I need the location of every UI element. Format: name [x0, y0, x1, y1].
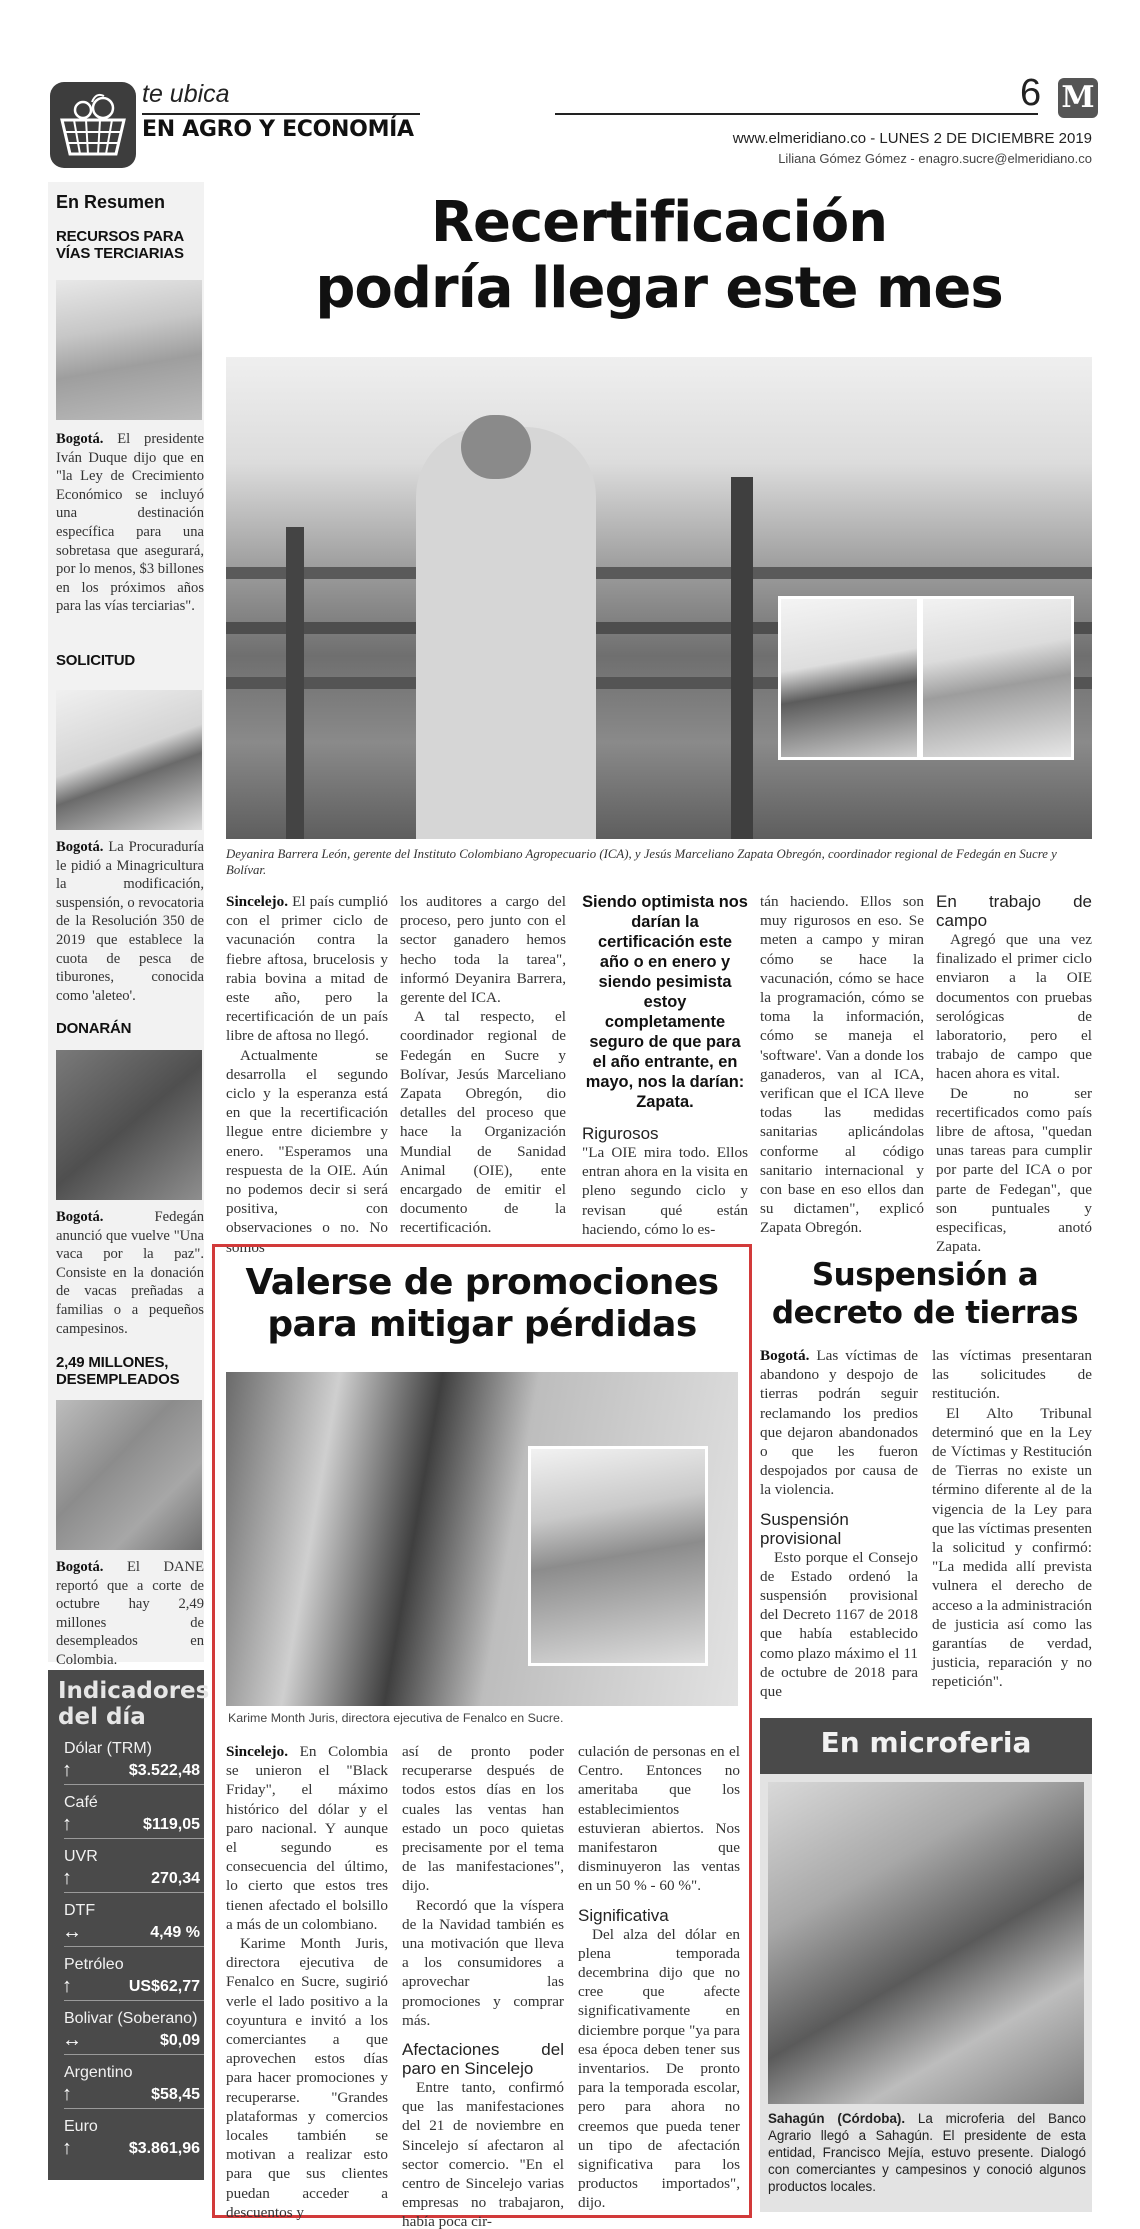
- arrow-up-icon: ↑: [62, 1975, 72, 1997]
- header-rule: [142, 113, 420, 115]
- indicator-row: DTF ↔ 4,49 %: [48, 1900, 204, 1948]
- microferia-photo: [768, 1782, 1084, 2104]
- indicators-title: Indicadores del día: [58, 1678, 210, 1730]
- dateline: www.elmeridiano.co - LUNES 2 DE DICIEMBRE 2019: [732, 130, 1092, 147]
- sidebar-item-text: Bogotá. Fedegán anunció que vuelve "Una vaca por la paz". Consiste en la donación de vacas preñadas a familias o a pequeños campesinos.: [56, 1209, 204, 1337]
- header-rule-right: [555, 113, 1038, 115]
- microferia-title: En microferia: [820, 1726, 1032, 1759]
- promo-col-2: así de pronto poder recuperarse después de todos estos días en los cuales las ventas han estado un poco quietas precisamente por el tema de las manifestaciones", dijo. Recordó que la víspera de la Navidad también es una motivación que lleva a los consumidores a aprovechar las promociones y comprar más. Afectaciones del paro en Sincelejo Entre tanto, confirmó que las manifestaciones del 21 de noviembre en Sincelejo sí afectaron al sector comercio. "En el centro de Sincelejo varias empresas no trabajaron, había poca cir-: [402, 1743, 564, 2229]
- arrow-up-icon: ↑: [62, 2083, 72, 2105]
- main-photo-caption: Deyanira Barrera León, gerente del Instituto Colombiano Agropecuario (ICA), y Jesús Marceliano Zapata Obregón, coordinador regional de Fedegán en Sucre y Bolívar.: [226, 847, 1057, 877]
- sidebar-item-title: DONARÁN: [56, 1020, 132, 1037]
- arrow-up-icon: ↑: [62, 2137, 72, 2159]
- promo-col-3: culación de personas en el Centro. Entonces no ameritaba que los establecimientos estuvieran abiertos. Nos manifestaron que disminuyeron las ventas en un 50 % - 60 %". Significativa Del alza del dólar en plena temporada decembrina dijo que no cree que afecte significativamente en diciembre porque "ya para esa época deben tener sus inventarios. De pronto para la temporada escolar, pero para ahora no creemos que pueda tener un tipo de afectación significativa para los productos importados", dijo.: [578, 1743, 740, 2212]
- main-col-3: Siendo optimista nos darían la certificación este año o en enero y siendo pesimista estoy completamente seguro de que para el año entrante, en mayo, nos la darían: Zapata. Rigurosos "La OIE mira todo. Ellos entran ahora en la visita en pleno segundo ciclo y revisan qué están haciendo, cómo lo es-: [582, 893, 748, 1238]
- inset-photo-deyanira: [778, 596, 920, 760]
- sidebar-item-text: Bogotá. El DANE reportó que a corte de octubre hay 2,49 millones de desempleados en Colombia.: [56, 1559, 204, 1668]
- main-headline: Recertificación podría llegar este mes: [315, 190, 1003, 321]
- promo-headline: Valerse de promociones para mitigar pérdidas: [245, 1262, 719, 1345]
- logo-letter: M: [1061, 80, 1095, 115]
- tierras-headline: Suspensión a decreto de tierras: [771, 1257, 1079, 1331]
- basket-icon: [48, 80, 138, 170]
- sidebar-item-text: Bogotá. La Procuraduría le pidió a Minagricultura la modificación, suspensión, o revocatoria de la Resolución 350 de 2019 que establece la cuota de pesca de tiburones, conocida como 'aleteo'.: [56, 839, 204, 1004]
- main-col-5: En trabajo de campo Agregó que una vez finalizado el primer ciclo enviaron a la OIE documentos con pruebas serológicas de laboratorio, pero el trabajo de campo que hacen ahora es vital. De no ser recertificados como país libre de aftosa, "quedan unas tareas para cumplir por parte del ICA o por parte de Fedegan", que son puntuales y especificas, anotó Zapata.: [936, 892, 1092, 1256]
- indicator-row: Dólar (TRM) ↑ $3.522,48: [48, 1738, 204, 1786]
- pull-quote: Siendo optimista nos darían la certificación este año o en enero y siendo pesimista estoy completamente seguro de que para el año entrante, en mayo, nos la darían: Zapata.: [582, 893, 748, 1111]
- indicator-row: UVR ↑ 270,34: [48, 1846, 204, 1894]
- arrow-up-icon: ↑: [62, 1867, 72, 1889]
- page-number: 6: [1020, 72, 1042, 114]
- section-name: EN AGRO Y ECONOMÍA: [142, 117, 414, 142]
- inset-photo-karime: [528, 1446, 708, 1666]
- indicator-row: Bolivar (Soberano) ↔ $0,09: [48, 2008, 204, 2056]
- arrow-both-icon: ↔: [62, 1921, 82, 1943]
- sidebar-item-title: RECURSOS PARA VÍAS TERCIARIAS: [56, 228, 184, 262]
- indicator-row: Café ↑ $119,05: [48, 1792, 204, 1840]
- tierras-col-1: Bogotá. Las víctimas de abandono y despojo de tierras podrán seguir reclamando los predios que dejaron abandonados o que les fueron despojados por causa de la violencia. Suspensión provisional Esto porque el Consejo de Estado ordenó la suspensión provisional del Decreto 1167 de 2018 que había establecido como plazo máximo el 11 de octubre de 2018 para que: [760, 1347, 918, 1701]
- crowd-photo: [56, 1400, 202, 1550]
- arrow-up-icon: ↑: [62, 1813, 72, 1835]
- main-col-1: Sincelejo. El país cumplió con el primer ciclo de vacunación contra la fiebre aftosa, brucelosis y rabia bovina a mitad de este año, pero la recertificación de un país libre de aftosa no llegó. Actualmente se desarrolla el segundo ciclo y la esperanza está en que la recertificación llegue entre diciembre y enero. "Esperamos una respuesta de la OIE. Aún no podemos decir si será positiva, con observaciones o no. No somos: [226, 893, 388, 1256]
- indicator-row: Euro ↑ $3.861,96: [62, 2118, 200, 2159]
- sidebar-item-text: Bogotá. El presidente Iván Duque dijo que en "la Ley de Crecimiento Económico se incluyó una destinación específica para una sobretasa que asegurará, por lo menos, $3 billones en los próximos años para las vías terciarias".: [56, 431, 204, 615]
- arrow-up-icon: ↑: [62, 1759, 72, 1781]
- arrow-both-icon: ↔: [62, 2029, 82, 2051]
- byline: Liliana Gómez Gómez - enagro.sucre@elmeridiano.co: [778, 151, 1092, 166]
- main-col-2: los auditores a cargo del proceso, pero junto con el sector ganadero hemos hecho toda la tarea", informó Deyanira Barrera, gerente del ICA. A tal respecto, el coordinador regional de Fedegán en Sucre y Bolívar, Jesús Marceliano Zapata Obregón, dio detalles del proceso que hace la Organización Mundial de Sanidad Animal (OIE), ente encargado de emitir el documento de la recertificación.: [400, 893, 566, 1237]
- section-logo: [48, 80, 138, 170]
- road-photo: [56, 280, 202, 420]
- indicator-row: Petróleo ↑ US$62,77: [48, 1954, 204, 2002]
- main-col-4: tán haciendo. Ellos son muy rigurosos en eso. Se meten a campo y miran cómo se hace la vacunación, cómo se hace la programación, cómo se toma la información, cómo se maneja el 'software'. Van a donde los ganaderos, van al ICA, verifican que el ICA lleve todas las medidas sanitarias aplicándolas conforme al código sanitario internacional y con base en eso ellos dan su dictamen", explicó Zapata Obregón.: [760, 893, 924, 1237]
- promo-col-1: Sincelejo. En Colombia se unieron el "Black Friday", el máximo histórico del dólar y el paro nacional. Y aunque el segundo es consecuencia del último, lo cierto que estos tres tienen afectado el bolsillo a más de un colombiano. Karime Month Juris, directora ejecutiva de Fenalco en Sucre, sugirió verle el lado positivo a la coyuntura e invitó a los comerciantes a que aprovechen estos días para hacer promociones y recuperarse. "Grandes plataformas y comercios locales también se motivan a realizar esto para que sus clientes puedan acceder a descuentos y: [226, 1743, 388, 2221]
- sidebar-heading: En Resumen: [56, 192, 166, 212]
- sidebar-item-title: SOLICITUD: [56, 652, 136, 669]
- shark-fin-photo: [56, 690, 202, 830]
- tierras-col-2: las víctimas presentaran las solicitudes de restitución. El Alto Tribunal determinó que en la Ley de Víctimas y Restitución de Tierras no existe un término diferente al de la vigencia de la Ley para que las víctimas presenten la solicitud y confirmó: "La medida allí prevista vulnera el derecho de acceso a la administración de justicia así como las garantías de verdad, justicia, reparación y no repetición".: [932, 1347, 1092, 1691]
- sidebar-item-title: 2,49 MILLONES, DESEMPLEADOS: [56, 1354, 180, 1388]
- microferia-caption: Sahagún (Córdoba). La microferia del Banco Agrario llegó a Sahagún. El presidente de esta entidad, Francisco Mejía, estuvo presente. Dialogó con comerciantes y campesinos y conoció algunos productos locales.: [768, 2111, 1086, 2194]
- newspaper-logo: [1058, 78, 1098, 118]
- section-tag: te ubica: [142, 80, 230, 108]
- indicator-row: Argentino ↑ $58,45: [48, 2062, 204, 2110]
- promo-photo-caption: Karime Month Juris, directora ejecutiva de Fenalco en Sucre.: [228, 1711, 564, 1725]
- cow-photo: [56, 1050, 202, 1200]
- inset-photo-zapata: [920, 596, 1074, 760]
